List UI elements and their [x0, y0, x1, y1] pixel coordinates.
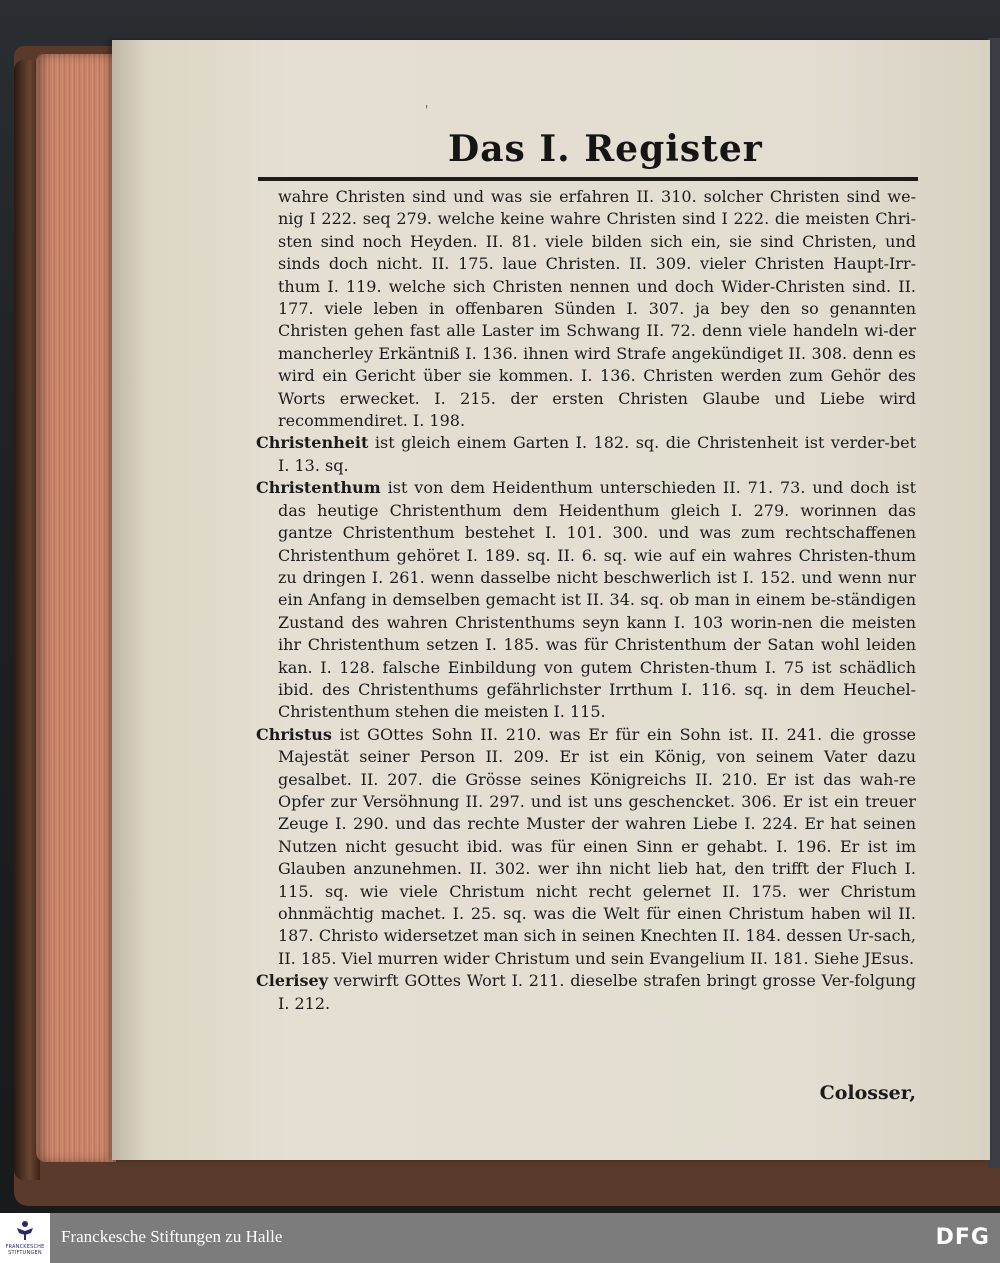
entry-christenheit: [256, 432, 916, 477]
logo-label: FRANCKESCHE STIFTUNGEN: [5, 1244, 45, 1256]
institution-logo[interactable]: [0, 1213, 50, 1263]
heading-rule: [258, 177, 918, 181]
entry-text: verwirft GOttes Wort I. 211. dieselbe strafen bringt grosse Ver-folgung I. 212.: [278, 971, 916, 1013]
footer-bar: [0, 1213, 1000, 1263]
entry-christus: [256, 724, 916, 970]
page-mark: ': [425, 103, 429, 117]
headword: Clerisey: [256, 971, 328, 991]
headword: Christus: [256, 724, 332, 744]
register-text: [256, 186, 916, 1015]
headword: Christenheit: [256, 433, 369, 453]
entry-christenthum: [256, 477, 916, 723]
eagle-sun-icon: [15, 1219, 35, 1241]
dfg-logo[interactable]: DFG: [935, 1225, 990, 1250]
page-heading: Das I. Register: [448, 128, 763, 170]
entry-text: ist gleich einem Garten I. 182. sq. die Christenheit ist verder-bet I. 13. sq.: [278, 433, 916, 475]
catchword: Colosser,: [819, 1082, 916, 1104]
entry-text: ist GOttes Sohn II. 210. was Er für ein Sohn ist. II. 241. die grosse Majestät seiner Person II. 209. Er ist ein König, von seinem Vater dazu gesalbet. II. 207. die Grösse seines Königreichs II. 210. Er ist das wah-re Opfer zur Versöhnung II. 297. und ist uns geschencket. 306. Er ist ein treuer Zeuge I. 290. und das rechte Muster der wahren Liebe I. 224. Er hat seinen Nutzen nicht gesucht ibid. was für einen Sinn er gehabt. I. 196. Er ist im Glauben anzunehmen. II. 302. wer ihn nicht lieb hat, den trifft der Fluch I. 115. sq. wie viele Christum nicht recht gelernet II. 175. wer Christum ohnmächtig machet. I. 25. sq. was die Welt für einen Christum haben wil II. 187. Christo widersetzet man sich in seinen Knechten II. 184. dessen Ur-sach, II. 185. Viel murren wider Christum und sein Evangelium II. 181. Siehe JEsus.: [278, 724, 916, 968]
page-edges: [36, 54, 116, 1162]
entry-text: ist von dem Heidenthum unterschieden II. 71. 73. und doch ist das heutige Christenthum dem Heidenthum gleich I. 279. worinnen das gantze Christenthum bestehet I. 101. 300. und was zum rechtschaffenen Christenthum gehöret I. 189. sq. II. 6. sq. wie auf ein wahres Christen-thum zu dringen I. 261. wenn dasselbe nicht beschwerlich ist I. 152. und wenn nur ein Anfang in demselben gemacht ist II. 34. sq. ob man in einem be-ständigen Zustand des wahren Christenthums seyn kann I. 103 worin-nen die meisten ihr Christenthum setzen I. 185. was für Christenthum der Satan wohl leiden kan. I. 128. falsche Einbildung von gutem Christen-thum I. 75 ist schädlich ibid. des Christenthums gefährlichster Irrthum I. 116. sq. in dem Heuchel-Christenthum stehen die meisten I. 115.: [278, 478, 916, 722]
entry-christen-continued: wahre Christen sind und was sie erfahren II. 310. solcher Christen sind we-nig I 222. seq 279. welche keine wahre Christen sind I 222. die meisten Chri-sten sind noch Heyden. II. 81. viele bilden sich ein, sie sind Christen, und sinds doch nicht. II. 175. laue Christen. II. 309. vieler Christen Haupt-Irr-thum I. 119. welche sich Christen nennen und doch Wider-Christen sind. II. 177. viele leben in offenbaren Sünden I. 307. ja bey den so genannten Christen gehen fast alle Laster im Schwang II. 72. denn viele handeln wi-der mancherley Erkäntniß I. 136. ihnen wird Strafe angekündiget II. 308. denn es wird ein Gericht über sie kommen. I. 136. Christen werden zum Gehör des Worts erwecket. I. 215. der ersten Christen Glaube und Liebe wird recommendiret. I. 198.: [278, 187, 916, 431]
institution-name[interactable]: Franckesche Stiftungen zu Halle: [61, 1227, 283, 1246]
headword: Christenthum: [256, 478, 381, 498]
entry-clerisey: [256, 970, 916, 1015]
